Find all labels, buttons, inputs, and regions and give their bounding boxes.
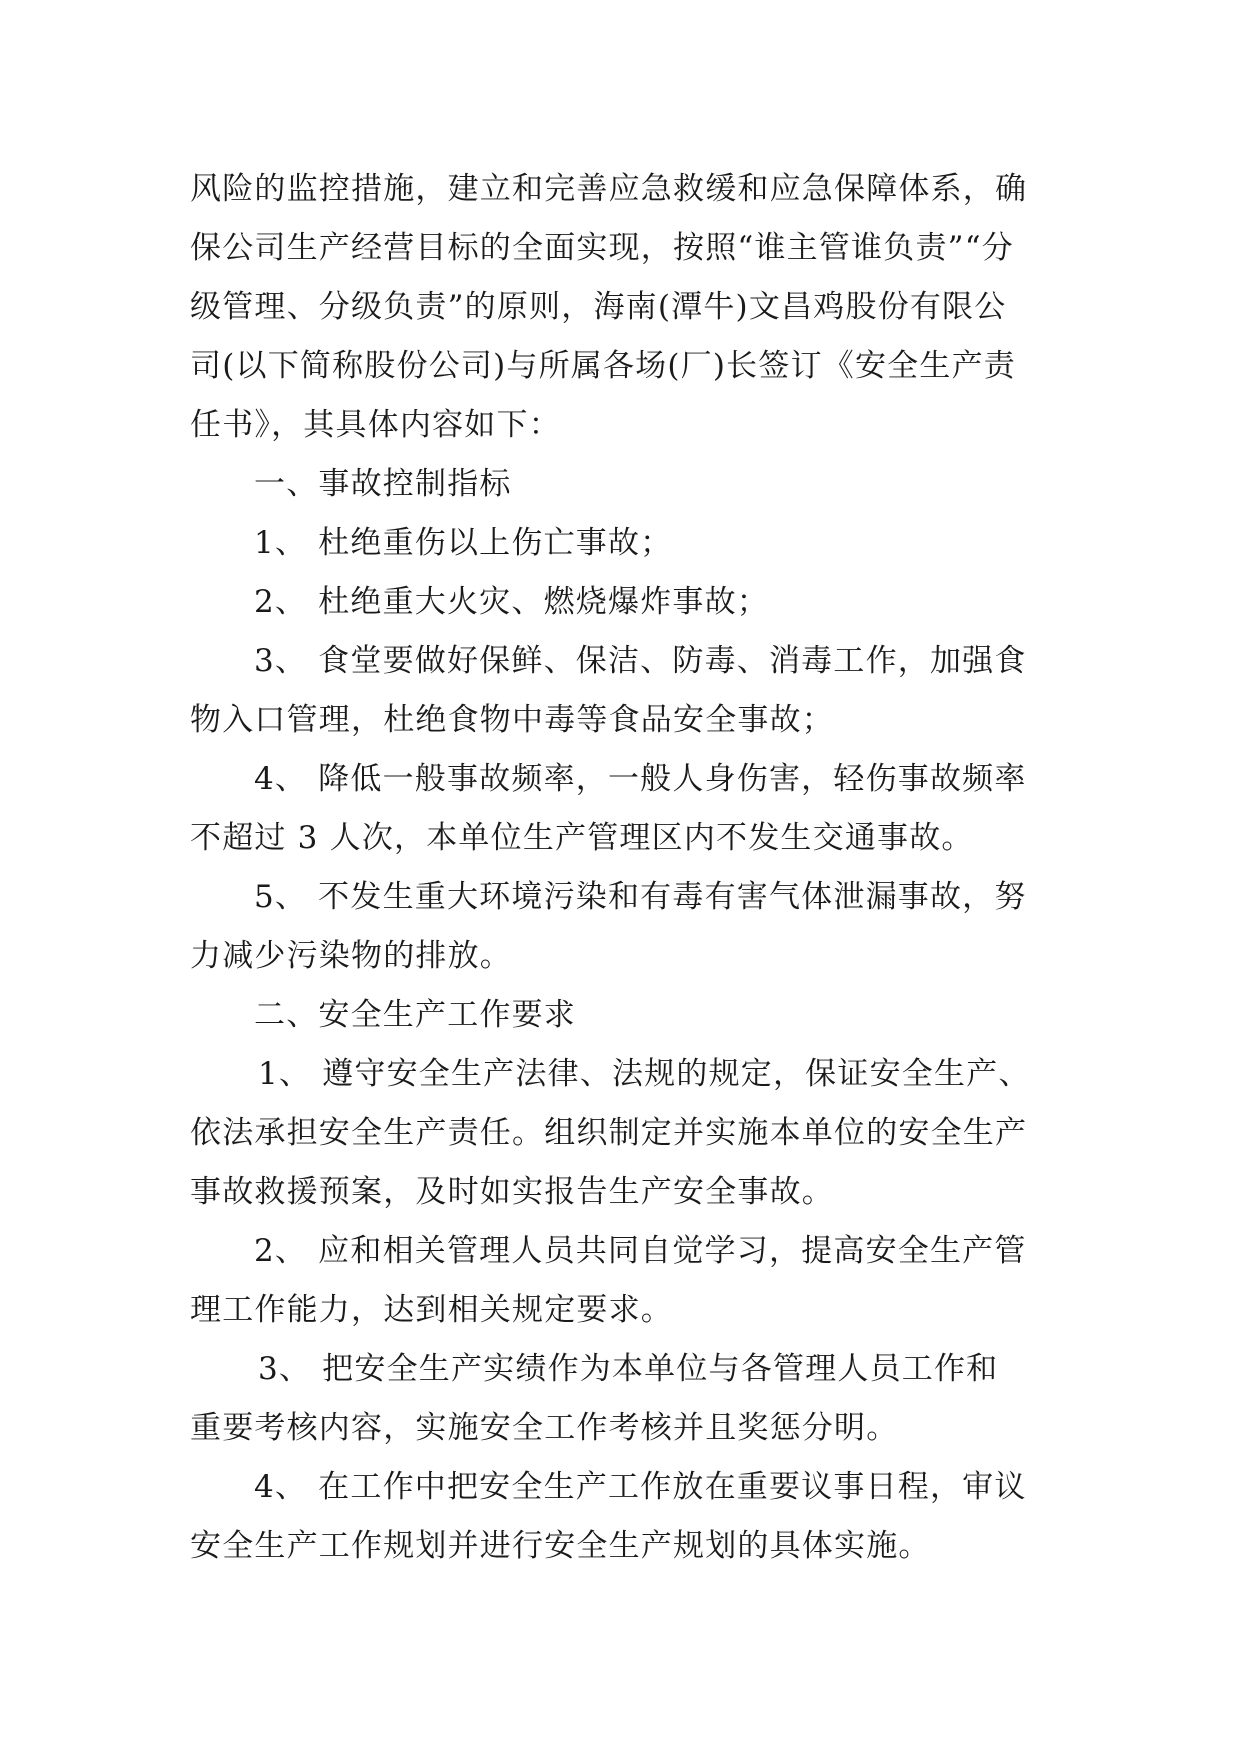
text-line: 理工作能力，达到相关规定要求。 [190,1292,673,1328]
list-item: 5、 不发生重大环境污染和有毒有害气体泄漏事故，努 [254,879,1027,915]
text-line: 安全生产工作规划并进行安全生产规划的具体实施。 [190,1528,931,1564]
text-line: 依法承担安全生产责任。组织制定并实施本单位的安全生产 [190,1115,1028,1151]
list-item: 2、 应和相关管理人员共同自觉学习，提高安全生产管 [254,1233,1027,1269]
text-line: 保公司生产经营目标的全面实现，按照“谁主管谁负责”“分 [190,230,1014,266]
text-line: 力减少污染物的排放。 [190,938,512,974]
text-line: 级管理、分级负责”的原则，海南(潭牛)文昌鸡股份有限公 [190,289,1007,325]
list-item: 3、 食堂要做好保鲜、保洁、防毒、消毒工作，加强食 [254,643,1027,679]
section-heading: 一、事故控制指标 [254,466,512,502]
list-item: 1、 遵守安全生产法律、法规的规定，保证安全生产、 [258,1056,1031,1092]
list-item: 4、 降低一般事故频率，一般人身伤害，轻伤事故频率 [254,761,1027,797]
text-line: 风险的监控措施，建立和完善应急救缓和应急保障体系，确 [190,171,1028,207]
list-item: 3、 把安全生产实绩作为本单位与各管理人员工作和 [258,1351,999,1387]
text-line: 重要考核内容，实施安全工作考核并且奖惩分明。 [190,1410,899,1446]
text-line: 不超过 3 人次，本单位生产管理区内不发生交通事故。 [190,820,974,856]
document-body [190,160,1060,1576]
text-line: 物入口管理，杜绝食物中毒等食品安全事故； [190,702,834,738]
section-heading: 二、安全生产工作要求 [254,997,576,1033]
text-line: 司(以下简称股份公司)与所属各场(厂)长签订《安全生产责 [190,348,1016,384]
list-item: 1、 杜绝重伤以上伤亡事故； [254,525,673,561]
text-line: 任书》，其具体内容如下： [190,407,561,443]
list-item: 4、 在工作中把安全生产工作放在重要议事日程，审议 [254,1469,1027,1505]
list-item: 2、 杜绝重大火灾、燃烧爆炸事故； [254,584,769,620]
text-line: 事故救援预案，及时如实报告生产安全事故。 [190,1174,834,1210]
